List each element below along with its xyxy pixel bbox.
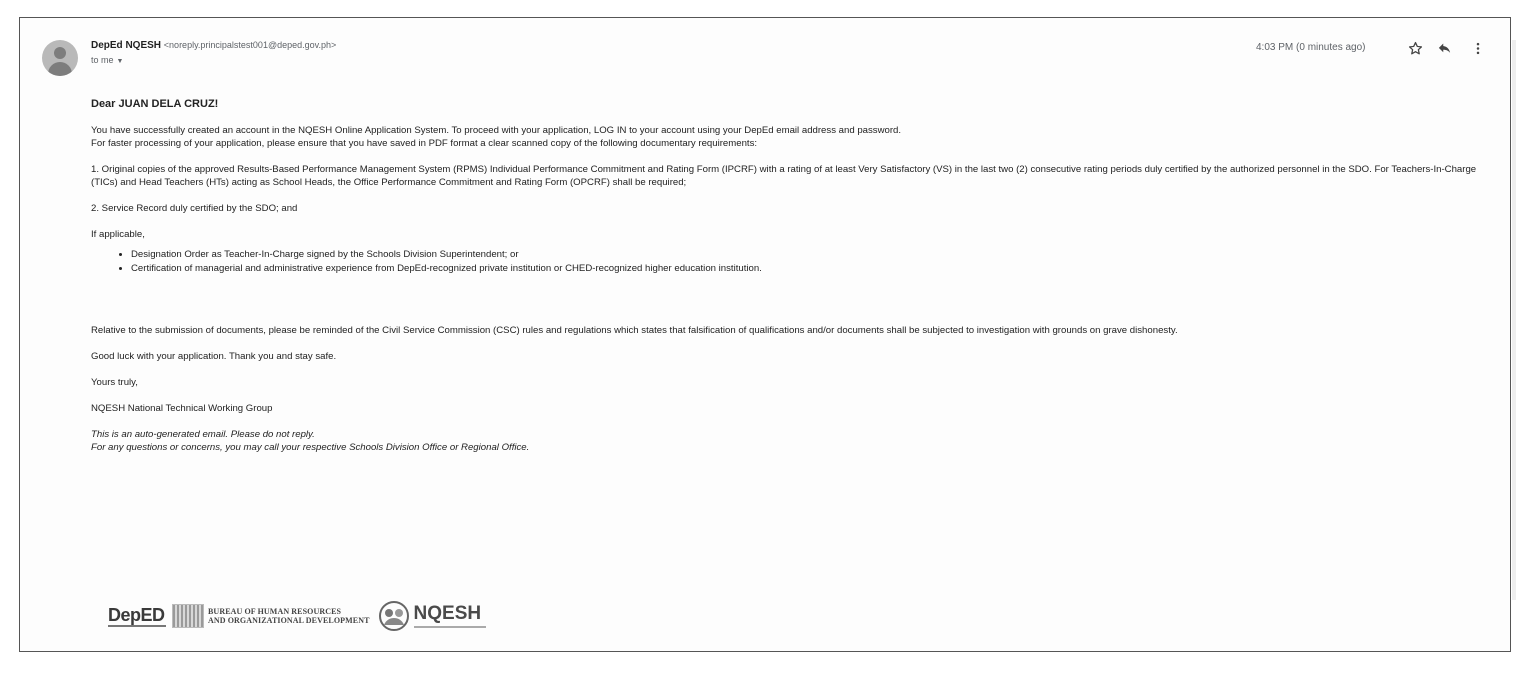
greeting: Dear JUAN DELA CRUZ! bbox=[91, 98, 219, 110]
recipient-label: to me bbox=[91, 55, 114, 65]
intro-line-2: For faster processing of your application, please ensure that you have saved in PDF format a clear scanned copy of the following documentary requirements: bbox=[91, 138, 758, 149]
sender-line bbox=[91, 40, 336, 51]
requirement-1: 1. Original copies of the approved Results-Based Performance Management System (RPMS) Individual Performance Commitment and Rating Form (IPCRF) with a rating of at least Very Satisfactory (VS) in the last two (2) consecutive rating periods duly certified by the authorized personnel in the SDO. For Teachers-In-Charge (TICs) and Head Teachers (HTs) acting as School Heads, the Office Performance Commitment and Rating Form (OPCRF) shall be required; bbox=[91, 164, 1477, 188]
good-luck: Good luck with your application. Thank you and stay safe. bbox=[91, 351, 337, 362]
reply-icon bbox=[1437, 41, 1452, 56]
signature: NQESH National Technical Working Group bbox=[91, 403, 273, 414]
csc-reminder: Relative to the submission of documents, please be reminded of the Civil Service Commission (CSC) rules and regulations which states that falsification of qualifications and/or documents shall be subjected to investigation with grounds on grave dishonesty. bbox=[91, 325, 1178, 336]
if-applicable: If applicable, bbox=[91, 229, 145, 240]
bhrod-logo-text bbox=[208, 607, 370, 625]
deped-logo-underline bbox=[108, 625, 166, 627]
avatar-body bbox=[48, 62, 72, 76]
requirement-2: 2. Service Record duly certified by the SDO; and bbox=[91, 203, 298, 214]
bhrod-logo bbox=[172, 604, 370, 628]
nqesh-logo-text: NQESH bbox=[413, 603, 482, 624]
star-button[interactable] bbox=[1404, 37, 1426, 59]
closing: Yours truly, bbox=[91, 377, 138, 388]
bhrod-mark-icon bbox=[172, 604, 204, 628]
avatar-head bbox=[54, 47, 66, 59]
deped-logo bbox=[108, 606, 166, 627]
nqesh-emblem-icon bbox=[378, 600, 410, 632]
email-message bbox=[19, 17, 1511, 652]
footer-logos bbox=[108, 598, 486, 634]
bhrod-line-2: AND ORGANIZATIONAL DEVELOPMENT bbox=[208, 616, 370, 625]
reply-button[interactable] bbox=[1433, 37, 1455, 59]
sender-name[interactable]: DepEd NQESH bbox=[91, 40, 162, 51]
applicable-list bbox=[91, 248, 1501, 276]
bhrod-line-1: BUREAU OF HUMAN RESOURCES bbox=[208, 607, 342, 616]
page-edge-shadow bbox=[1512, 40, 1516, 600]
list-item: • Designation Order as Teacher-In-Charge signed by the Schools Division Superintendent; or bbox=[131, 248, 1501, 262]
more-options-button[interactable] bbox=[1467, 37, 1489, 59]
intro-line-1: You have successfully created an account in the NQESH Online Application System. To proceed with your application, LOG IN to your account using your DepEd email address and password. bbox=[91, 125, 902, 136]
list-item: • Certification of managerial and administrative experience from DepEd-recognized private institution or CHED-recognized higher education institution. bbox=[131, 262, 1501, 276]
timestamp: 4:03 PM (0 minutes ago) bbox=[1256, 42, 1366, 53]
email-body bbox=[91, 98, 1501, 454]
caret-down-icon: ▼ bbox=[116, 58, 124, 65]
nqesh-logo bbox=[378, 600, 486, 632]
deped-logo-text: DepED bbox=[108, 604, 165, 625]
auto-note-2: For any questions or concerns, you may call your respective Schools Division Office or Regional Office. bbox=[91, 442, 530, 453]
sender-email: <noreply.principalstest001@deped.gov.ph> bbox=[163, 40, 337, 50]
auto-note-1: This is an auto-generated email. Please do not reply. bbox=[91, 429, 315, 440]
star-icon bbox=[1408, 41, 1423, 56]
more-vertical-icon bbox=[1472, 41, 1484, 56]
nqesh-tagline-line bbox=[414, 626, 486, 628]
recipient-toggle[interactable] bbox=[91, 55, 123, 65]
sender-avatar[interactable] bbox=[42, 40, 78, 76]
